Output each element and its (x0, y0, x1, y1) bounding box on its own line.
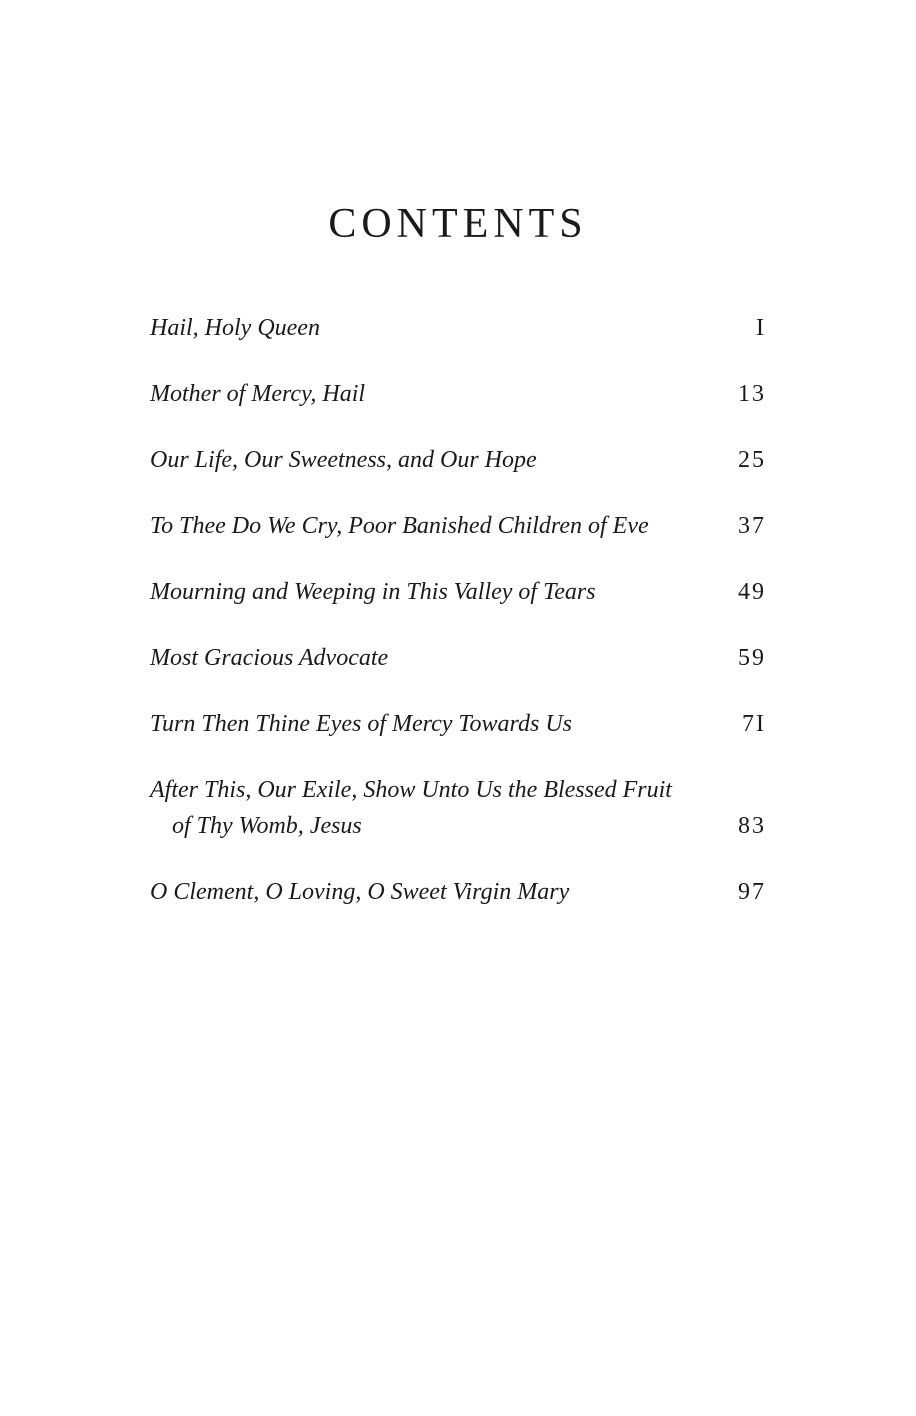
toc-entry[interactable] (150, 574, 766, 610)
page-title: CONTENTS (328, 201, 588, 247)
toc-entry-title: To Thee Do We Cry, Poor Banished Children of Eve (150, 513, 649, 539)
toc-entry-page: 97 (738, 879, 766, 905)
toc-entry[interactable] (150, 706, 766, 742)
toc-entry[interactable] (150, 508, 766, 544)
toc-entry-title: After This, Our Exile, Show Unto Us the Blessed Fruit (150, 777, 672, 803)
toc-entry[interactable] (150, 772, 766, 844)
toc-entry-title: O Clement, O Loving, O Sweet Virgin Mary (150, 879, 570, 905)
toc-entry-page: 37 (738, 513, 766, 539)
toc-entry[interactable] (150, 640, 766, 676)
toc-entry-title-continuation: of Thy Womb, Jesus (172, 813, 362, 839)
toc-entry-title: Hail, Holy Queen (150, 315, 320, 341)
toc-entry-title: Our Life, Our Sweetness, and Our Hope (150, 447, 537, 473)
toc-entry[interactable] (150, 874, 766, 910)
toc-entry-page: 59 (738, 645, 766, 671)
toc-entry-title: Mother of Mercy, Hail (150, 381, 366, 407)
toc-entry-title-wrap (150, 772, 710, 844)
toc-entry[interactable] (150, 376, 766, 412)
table-of-contents (150, 310, 766, 940)
toc-entry-title: Turn Then Thine Eyes of Mercy Towards Us (150, 711, 573, 737)
toc-entry-title: Mourning and Weeping in This Valley of Tears (150, 579, 596, 605)
toc-entry-page: 13 (738, 381, 766, 407)
toc-entry-title: Most Gracious Advocate (150, 645, 389, 671)
toc-entry[interactable] (150, 310, 766, 346)
toc-entry-page: 83 (738, 813, 766, 839)
toc-entry-page: 25 (738, 447, 766, 473)
toc-entry-page: 7I (742, 711, 766, 737)
toc-entry[interactable] (150, 442, 766, 478)
toc-entry-page: I (756, 315, 766, 341)
toc-entry-page: 49 (738, 579, 766, 605)
